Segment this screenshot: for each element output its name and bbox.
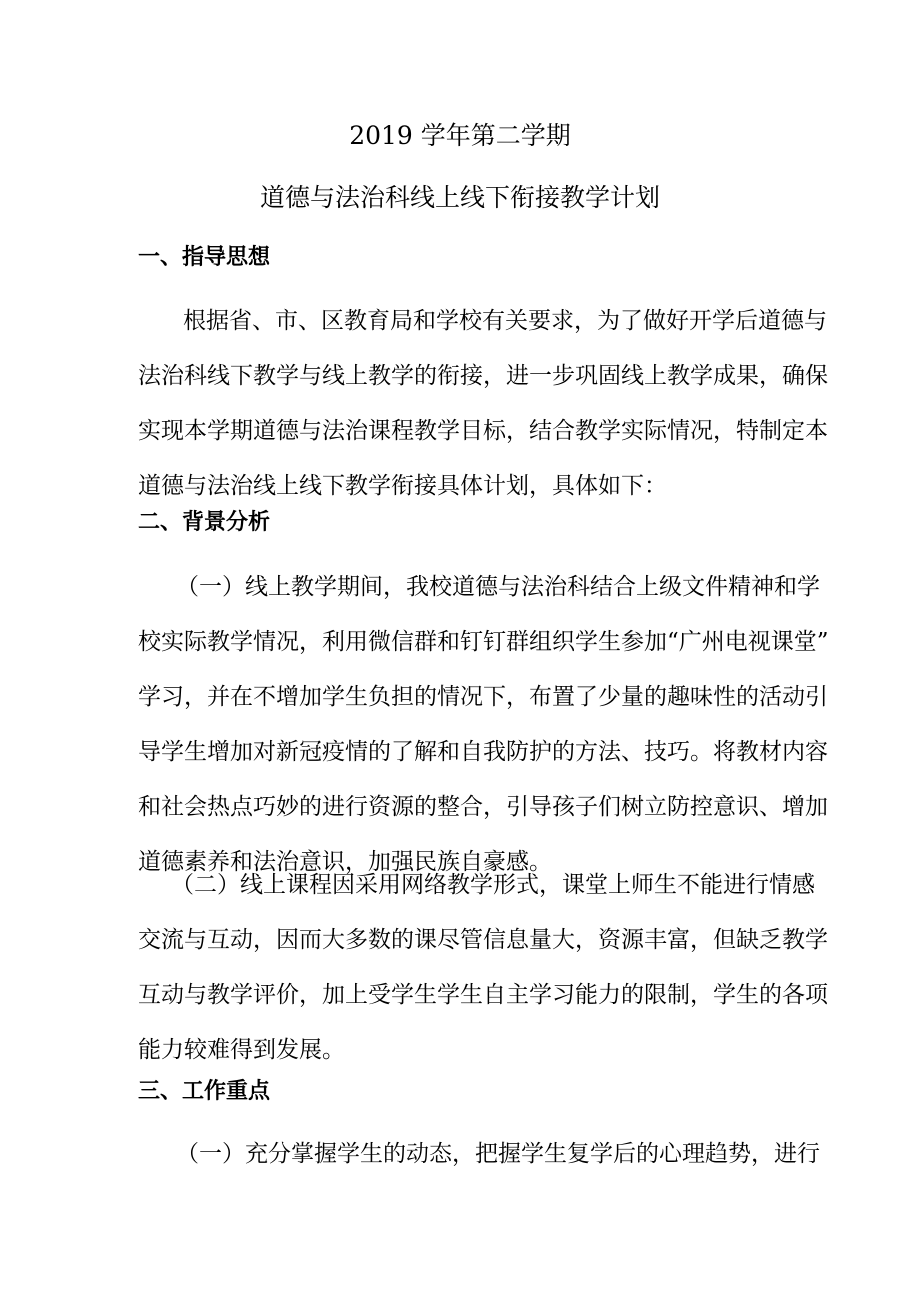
paragraph-line: 实现本学期道德与法治课程教学目标，结合教学实际情况，特制定本 [138, 418, 828, 444]
paragraph-line: 根据省、市、区教育局和学校有关要求，为了做好开学后道德与 [183, 308, 827, 334]
paragraph-line: 道德素养和法治意识，加强民族自豪感。 [138, 849, 552, 875]
document-title-line-1: 2019 学年第二学期 [349, 121, 571, 150]
document-title-line-2: 道德与法治科线上线下衔接教学计划 [259, 183, 660, 212]
paragraph-line: 互动与教学评价，加上受学生学生自主学习能力的限制，学生的各项 [138, 982, 828, 1008]
paragraph-background-1 [138, 560, 829, 890]
paragraph-guiding-ideology [138, 294, 828, 514]
section-heading-work-focus: 三、工作重点 [138, 1078, 271, 1104]
paragraph-line: （二）线上课程因采用网络教学形式，课堂上师生不能进行情感 [171, 872, 815, 898]
paragraph-background-2 [138, 858, 828, 1078]
section-heading-background-analysis: 二、背景分析 [138, 509, 271, 535]
paragraph-line: （一）充分掌握学生的动态，把握学生复学后的心理趋势，进行 [176, 1141, 820, 1167]
paragraph-line: 导学生增加对新冠疫情的了解和自我防护的方法、技巧。将教材内容 [138, 739, 828, 765]
section-heading-guiding-ideology: 一、指导思想 [138, 244, 271, 270]
paragraph-work-focus-1 [138, 1127, 820, 1182]
paragraph-line: 法治科线下教学与线上教学的衔接，进一步巩固线上教学成果，确保 [138, 363, 828, 389]
paragraph-line: 道德与法治线上线下教学衔接具体计划，具体如下： [138, 473, 667, 499]
paragraph-line: 和社会热点巧妙的进行资源的整合，引导孩子们树立防控意识、增加 [138, 794, 828, 820]
paragraph-line: （一）线上教学期间，我校道德与法治科结合上级文件精神和学 [176, 574, 820, 600]
paragraph-line: 校实际教学情况，利用微信群和钉钉群组织学生参加“广州电视课堂” [138, 629, 829, 655]
paragraph-line: 交流与互动，因而大多数的课尽管信息量大，资源丰富，但缺乏教学 [138, 927, 828, 953]
paragraph-line: 学习，并在不增加学生负担的情况下，布置了少量的趣味性的活动引 [138, 684, 828, 710]
paragraph-line: 能力较难得到发展。 [138, 1037, 345, 1063]
